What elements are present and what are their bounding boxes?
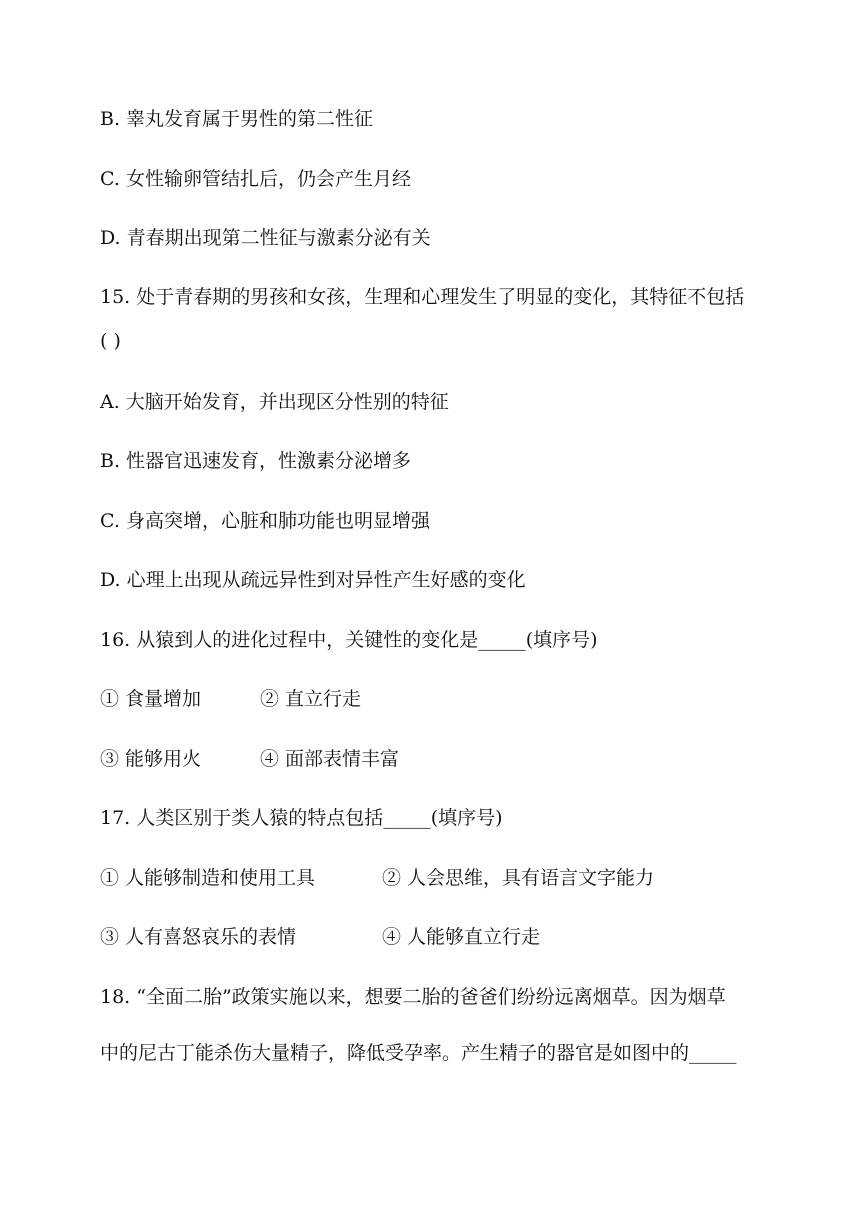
- q16-option-4: ④ 面部表情丰富: [260, 748, 400, 770]
- q18-stem-line-2: 中的尼古丁能杀伤大量精子，降低受孕率。产生精子的器官是如图中的_____: [100, 1042, 737, 1064]
- q15-option-d: D. 心理上出现从疏远异性到对异性产生好感的变化: [100, 569, 526, 591]
- q16-option-3: ③ 能够用火: [100, 748, 202, 770]
- q15-option-a: A. 大脑开始发育，并出现区分性别的特征: [100, 391, 449, 413]
- q15-option-c: C. 身高突增，心脏和肺功能也明显增强: [100, 510, 430, 532]
- q14-option-b: B. 睾丸发育属于男性的第二性征: [100, 108, 374, 130]
- q17-option-3: ③ 人有喜怒哀乐的表情: [100, 926, 297, 948]
- q15-stem-line-1: 15. 处于青春期的男孩和女孩，生理和心理发生了明显的变化，其特征不包括: [100, 286, 745, 308]
- q17-stem: 17. 人类区别于类人猿的特点包括_____(填序号): [100, 807, 503, 829]
- q17-option-2: ② 人会思维，具有语言文字能力: [382, 867, 655, 889]
- q14-option-c: C. 女性输卵管结扎后，仍会产生月经: [100, 168, 411, 190]
- q17-option-1: ① 人能够制造和使用工具: [100, 867, 316, 889]
- q15-option-b: B. 性器官迅速发育，性激素分泌增多: [100, 450, 412, 472]
- q17-option-4: ④ 人能够直立行走: [382, 926, 541, 948]
- q16-option-1: ① 食量增加: [100, 688, 202, 710]
- q15-answer-blank: ( ): [100, 330, 121, 352]
- q16-option-2: ② 直立行走: [260, 688, 362, 710]
- q16-stem: 16. 从猿到人的进化过程中，关键性的变化是_____(填序号): [100, 629, 598, 651]
- q14-option-d: D. 青春期出现第二性征与激素分泌有关: [100, 227, 431, 249]
- q18-stem-line-1: 18. “全面二胎”政策实施以来，想要二胎的爸爸们纷纷远离烟草。因为烟草: [100, 986, 726, 1008]
